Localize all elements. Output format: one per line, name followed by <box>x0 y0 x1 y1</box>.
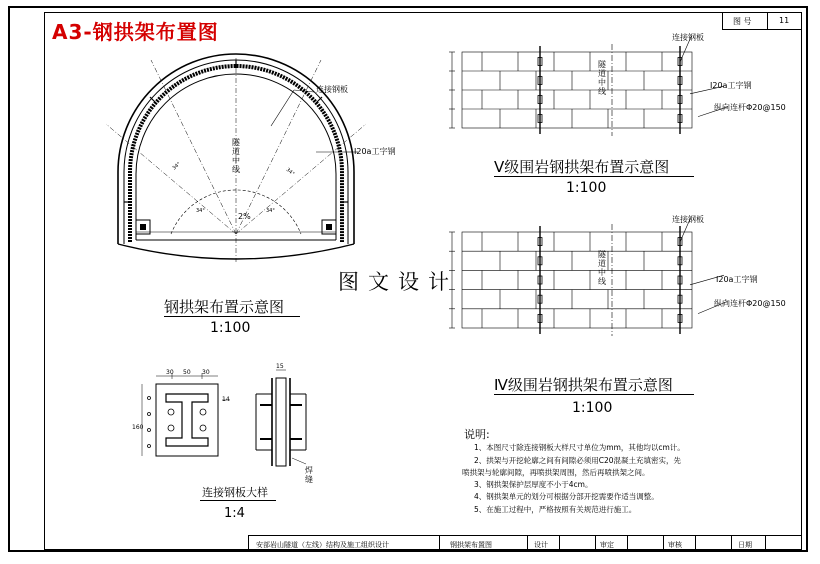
grade5-scale: 1:100 <box>566 180 607 196</box>
section-beam-label: I20a工字钢 <box>354 147 396 156</box>
drawing-number: 11 <box>779 16 790 25</box>
grade5-caption: Ⅴ级围岩钢拱架布置示意图 <box>494 158 670 176</box>
svg-text:34°: 34° <box>196 208 205 214</box>
detail-dim-thickness: 15 <box>276 363 284 370</box>
detail-dim-mid: 50 <box>183 369 191 376</box>
grade4-scale: 1:100 <box>572 400 613 416</box>
grade5-beam-label: I20a工字钢 <box>710 81 752 90</box>
watermark-text: 图文设计 <box>338 270 458 294</box>
grade5-axis-label: 隧道中线 <box>598 60 606 96</box>
detail-dim-left: 30 <box>166 369 174 376</box>
grade4-beam-label: I20a工字钢 <box>716 275 758 284</box>
detail-dim-hole: 14 <box>222 396 230 403</box>
title-block-review: 审定 <box>600 541 614 549</box>
section-plate-label: 连接钢板 <box>316 85 348 94</box>
sheet-title: A3-钢拱架布置图 <box>52 20 219 44</box>
section-slope-label: 2% <box>238 212 251 221</box>
notes-title: 说明: <box>464 428 490 441</box>
grade4-rebar-label: 纵向连杆Φ20@150 <box>714 299 786 308</box>
title-block-check: 审核 <box>668 541 682 549</box>
grade4-plan-drawing <box>444 218 734 338</box>
section-scale: 1:100 <box>210 320 251 336</box>
detail-dim-right: 30 <box>202 369 210 376</box>
grade5-plate-label: 连接钢板 <box>672 33 704 42</box>
title-block-drawing: 钢拱架布置图 <box>450 541 492 549</box>
svg-text:34°: 34° <box>284 166 296 178</box>
note-1: 1、本图尺寸除连接钢板大样尺寸单位为mm，其他均以cm计。 <box>474 443 685 452</box>
detail-caption: 连接钢板大样 <box>202 486 268 499</box>
svg-text:34°: 34° <box>266 208 275 214</box>
drawing-number-box <box>722 12 802 30</box>
weld-label: 焊缝 <box>305 466 313 484</box>
grade4-caption: Ⅳ级围岩钢拱架布置示意图 <box>494 376 673 394</box>
note-2: 2、拱架与开挖轮廓之间有间隙必须用C20混凝土充填密实，先 <box>474 456 682 465</box>
title-block-project: 安部岩山隧道（左线）结构及施工组织设计 <box>256 541 389 549</box>
note-5: 5、在施工过程中，严格按照有关规范进行施工。 <box>474 505 637 514</box>
detail-dim-height: 160 <box>132 424 144 431</box>
grade4-plate-label: 连接钢板 <box>672 215 704 224</box>
title-block-design: 设计 <box>534 541 548 549</box>
grade5-rebar-label: 纵向连杆Φ20@150 <box>714 103 786 112</box>
title-block-date: 日期 <box>738 541 752 549</box>
section-caption: 钢拱架布置示意图 <box>164 298 285 316</box>
drawing-number-label: 图 号 <box>733 17 752 26</box>
note-2-cont: 喷拱架与轮廓间隙，再喷拱架周围，然后再喷拱架之间。 <box>462 468 650 477</box>
svg-text:34°: 34° <box>171 161 183 172</box>
detail-scale: 1:4 <box>224 506 245 521</box>
note-4: 4、钢拱架单元的划分可根据分部开挖需要作适当调整。 <box>474 492 659 501</box>
section-axis-label: 隧道中线 <box>232 138 240 174</box>
plate-detail-drawing <box>136 364 326 474</box>
grade4-axis-label: 隧道中线 <box>598 250 606 286</box>
grade5-plan-drawing <box>444 36 734 146</box>
note-3: 3、钢拱架保护层厚度不小于4cm。 <box>474 480 593 489</box>
